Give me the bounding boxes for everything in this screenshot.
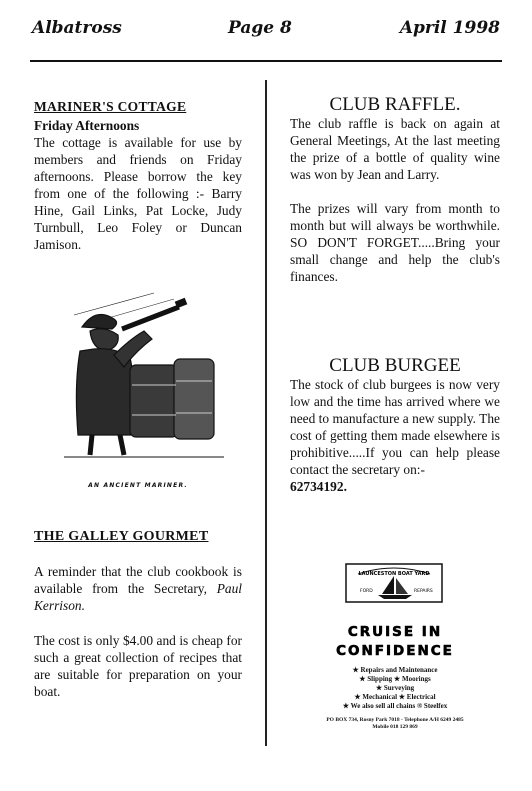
- service-line: ★ Repairs and Maintenance: [352, 666, 438, 674]
- advert-title-line2: CONFIDENCE: [336, 643, 454, 659]
- service-line: ★ Mechanical ★ Electrical: [354, 693, 436, 701]
- header-rule: [30, 60, 502, 62]
- advert-title-line1: CRUISE IN: [347, 624, 443, 640]
- logo-right-text: REPAIRS: [414, 589, 433, 594]
- galley-gourmet-para1: A reminder that the club cookbook is available from the Secretary, Paul Kerrison.: [34, 564, 242, 613]
- boat-yard-advert: [290, 562, 500, 731]
- mariners-cottage-body: The cottage is available for use by members and friends on Friday afternoons. Please borrow the key from one of the following :- Barry Hine, Gail Links, Pat Locke, Judy Turnbull, Leo Foley or Duncan Jamison.: [34, 135, 242, 252]
- club-raffle-title: CLUB RAFFLE.: [329, 94, 461, 115]
- ancient-mariner-illustration: [34, 285, 242, 465]
- service-line: ★ We also sell all chains ® Steelfex: [342, 702, 448, 710]
- galley-gourmet-title: THE GALLEY GOURMET: [34, 529, 209, 544]
- service-line: ★ Slipping ★ Moorings: [359, 675, 431, 683]
- issue-date: April 1998: [399, 18, 500, 38]
- boat-yard-logo: [290, 562, 500, 606]
- advert-address: PO BOX 734, Rosny Park 7018 - Telephone A/H 6249 2485: [326, 717, 464, 723]
- mariners-cottage-title: MARINER'S COTTAGE: [34, 99, 187, 114]
- newsletter-name: Albatross: [32, 18, 122, 38]
- illustration-block: [34, 285, 242, 494]
- advert-mobile: Mobile 018 129 869: [372, 724, 418, 730]
- page-header: [32, 18, 500, 46]
- advert-services: [290, 666, 500, 711]
- club-burgee-body: The stock of club burgees is now very low and the time has arrived where we need to manufacture a new supply. The cost of getting them made elsewhere is prohibitive.....If you can help please contact the secretary on:-: [290, 377, 500, 477]
- galley-gourmet-para2: The cost is only $4.00 and is cheap for such a great collection of recipes that are suitable for preparation on your boat.: [34, 633, 242, 699]
- mariners-cottage-section: [34, 98, 242, 253]
- mariners-cottage-subtitle: Friday Afternoons: [34, 118, 140, 133]
- club-raffle-para1: The club raffle is back on again at General Meetings, At the last meeting the prize of a bottle of quality wine was won by Jean and Larry.: [290, 116, 500, 182]
- galley-gourmet-section: [34, 528, 242, 700]
- page-number: Page 8: [228, 18, 292, 38]
- club-burgee-section: [290, 357, 500, 495]
- secretary-name: Paul Kerrison.: [34, 581, 242, 613]
- club-raffle-para2: The prizes will vary from month to month but will always be worthwhile. SO DON'T FORGET.....Bring your small change and help the club's finances.: [290, 201, 500, 284]
- column-divider: [265, 80, 267, 746]
- club-raffle-section: [290, 96, 500, 285]
- club-burgee-title: CLUB BURGEE: [329, 355, 461, 376]
- service-line: ★ Surveying: [375, 684, 415, 692]
- logo-top-text: LAUNCESTON BOAT YARD: [358, 571, 430, 577]
- secretary-phone: 62734192.: [290, 479, 347, 494]
- logo-left-text: FORD: [360, 589, 373, 594]
- illustration-caption: AN ANCIENT MARINER.: [88, 482, 188, 489]
